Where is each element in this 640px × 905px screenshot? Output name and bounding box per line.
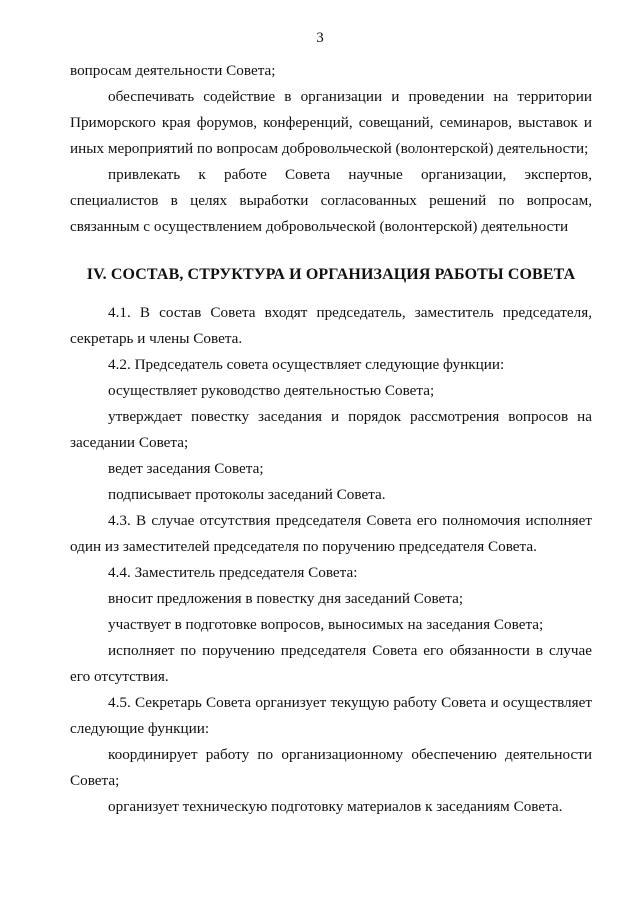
- paragraph: 4.4. Заместитель председателя Совета:: [108, 564, 358, 581]
- document-body: [70, 58, 592, 820]
- paragraph: обеспечивать содействие в организации и проведении на территории Приморского края форумов, конференций, совещаний, семинаров, выставок и иных мероприятий по вопросам добровольческой (волонтерской) деятельности;: [70, 88, 592, 157]
- paragraph: осуществляет руководство деятельностью Совета;: [108, 382, 435, 399]
- paragraph: подписывает протоколы заседаний Совета.: [108, 486, 386, 503]
- paragraph: ведет заседания Совета;: [108, 460, 264, 477]
- paragraph: 4.5. Секретарь Совета организует текущую работу Совета и осуществляет следующие функции:: [70, 694, 592, 737]
- page-number: 3: [316, 30, 324, 46]
- paragraph: координирует работу по организационному обеспечению деятельности Совета;: [70, 746, 592, 789]
- paragraph: организует техническую подготовку материалов к заседаниям Совета.: [108, 798, 563, 815]
- paragraph: 4.2. Председатель совета осуществляет следующие функции:: [108, 356, 505, 373]
- paragraph: утверждает повестку заседания и порядок рассмотрения вопросов на заседании Совета;: [70, 408, 592, 451]
- paragraph: вопросам деятельности Совета;: [70, 62, 276, 79]
- section-heading: IV. СОСТАВ, СТРУКТУРА И ОРГАНИЗАЦИЯ РАБОТЫ СОВЕТА: [86, 266, 576, 283]
- paragraph: вносит предложения в повестку дня заседаний Совета;: [108, 590, 464, 607]
- paragraph: исполняет по поручению председателя Совета его обязанности в случае его отсутствия.: [70, 642, 592, 685]
- paragraph: участвует в подготовке вопросов, выносимых на заседания Совета;: [108, 616, 544, 633]
- paragraph: привлекать к работе Совета научные организации, экспертов, специалистов в целях выработки согласованных решений по вопросам, связанным с осуществлением добровольческой (волонтерской) деятельности: [70, 166, 592, 235]
- paragraph: 4.3. В случае отсутствия председателя Совета его полномочия исполняет один из заместителей председателя по поручению председателя Совета.: [70, 512, 592, 555]
- paragraph: 4.1. В состав Совета входят председатель, заместитель председателя, секретарь и члены Совета.: [70, 304, 592, 347]
